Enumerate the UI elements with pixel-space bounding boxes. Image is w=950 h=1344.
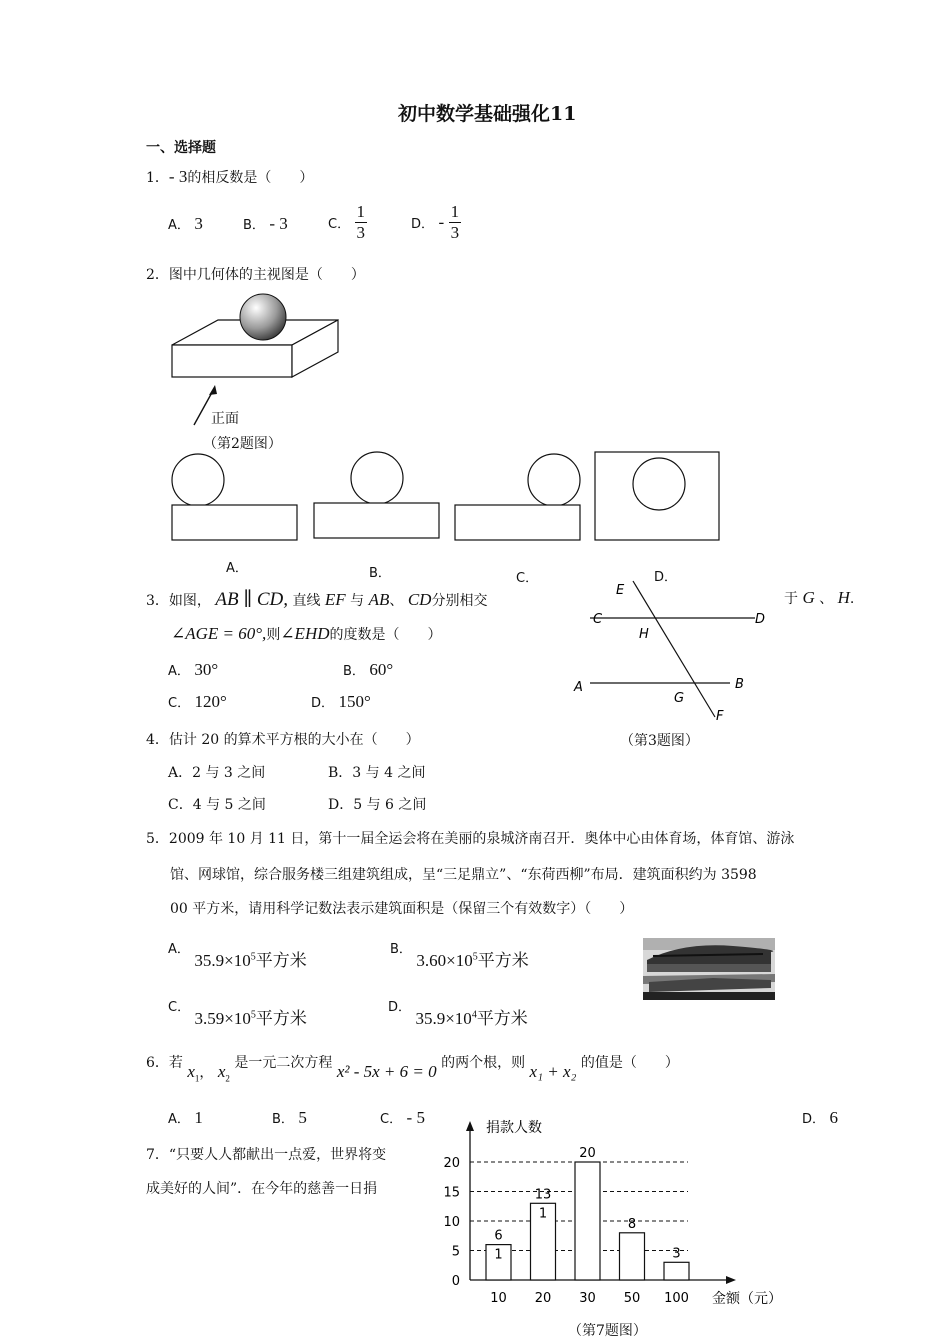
subscript: 1 (194, 1073, 200, 1084)
q1-text: 的相反数是（ ） (187, 170, 314, 186)
q2-solid-figure (160, 285, 380, 435)
stadium-photo (643, 938, 775, 1000)
q3-line-ef: EF (324, 590, 346, 609)
coefficient: 35.9×10 (194, 951, 251, 970)
q6-text: 的两个根，则 (441, 1055, 526, 1071)
q1-option-d-fraction (449, 202, 462, 243)
q7-bar-chart (440, 1115, 790, 1315)
q6-option-a-value: 1 (194, 1108, 203, 1127)
q3-point-h: H (837, 588, 850, 607)
q3-point-g: G (802, 588, 815, 607)
q3-option-b-label: B． (343, 664, 365, 679)
box-front-face (172, 345, 292, 377)
question-5-line-3: 00 平方米，请用科学记数法表示建筑面积是（保留三个有效数字）（ ） (170, 901, 634, 917)
q6-root-x2 (217, 1062, 230, 1084)
exponent: 4 (471, 1009, 477, 1021)
unit: 平方米 (255, 1009, 307, 1028)
unit: 平方米 (476, 1009, 528, 1028)
q2-option-c[interactable]: C． (516, 571, 539, 586)
chart-x-axis-arrow (726, 1276, 736, 1284)
question-5-line-1: 5．2009 年 10 月 11 日，第十一届全运会将在美丽的泉城济南召开．奥体中心由体育场，体育馆、游泳 (146, 831, 795, 847)
chart-y-axis-arrow (466, 1121, 474, 1131)
q1-option-a-value: 3 (194, 214, 203, 233)
q6-option-c-value: - 5 (406, 1108, 425, 1127)
label-e: E (616, 583, 625, 598)
subscript: 2 (225, 1073, 230, 1084)
chart-y-tick-label: 20 (443, 1156, 460, 1171)
q6-option-c[interactable] (380, 1108, 425, 1128)
chart-x-tick-label: 10 (490, 1291, 507, 1306)
q4-option-b[interactable]: B．3 与 4 之间 (328, 765, 426, 781)
q4-option-d[interactable]: D．5 与 6 之间 (328, 797, 427, 813)
chart-x-tick-label: 20 (534, 1291, 552, 1306)
fraction-numerator: 1 (450, 202, 460, 221)
fraction-numerator: 1 (356, 202, 366, 221)
q5-option-c[interactable] (168, 996, 307, 1028)
q3-option-a-label: A． (168, 664, 190, 679)
exponent: 5 (250, 1009, 256, 1021)
q6-sum-expression: x₁ + x₂ (529, 1062, 577, 1081)
q1-option-d-label: D． (411, 217, 435, 232)
q1-option-c[interactable] (328, 202, 367, 243)
q3-text: 、 (389, 593, 404, 609)
chart-y-tick-label: 5 (451, 1244, 460, 1260)
q2-option-a-figure (172, 454, 297, 540)
q3-text: 与 (350, 593, 365, 609)
question-2: 2．图中几何体的主视图是（ ） (146, 267, 365, 283)
q3-option-c-value: 120° (194, 692, 227, 711)
q2-option-a[interactable]: A． (226, 561, 248, 576)
chart-data-label: 20 (579, 1146, 596, 1161)
q3-option-b[interactable] (343, 660, 393, 680)
chart-y-tick-label: 0 (451, 1274, 460, 1289)
chart-data-label: 6 (494, 1228, 503, 1244)
q5-option-a[interactable] (168, 938, 307, 970)
q5-option-b-label: B． (390, 942, 412, 957)
q3-line-ab: AB (368, 590, 390, 609)
q6-option-d-label: D． (802, 1112, 826, 1127)
chart-x-axis-label: 金额（元） (712, 1291, 782, 1307)
q5-option-d-value (415, 1009, 527, 1028)
q3-text: 于 (784, 591, 798, 607)
q3-option-c-label: C． (168, 696, 191, 711)
chart-x-tick-label: 30 (579, 1291, 596, 1306)
q6-root-x1 (187, 1062, 200, 1084)
q2-figure-caption: （第2题图） (203, 436, 282, 452)
q6-option-d[interactable] (802, 1108, 838, 1128)
q3-parallel-expression: AB ∥ CD, (215, 589, 289, 610)
q5-option-b-value (416, 951, 528, 970)
q3-geometry-figure (565, 575, 780, 725)
q3-option-a[interactable] (168, 660, 218, 680)
fraction-denominator: 3 (450, 223, 460, 242)
q3-option-c[interactable] (168, 692, 227, 712)
question-7-line-2: 成美好的人间”．在今年的慈善一日捐 (146, 1181, 378, 1197)
chart-bar (664, 1262, 689, 1280)
chart-x-tick-label: 100 (664, 1291, 689, 1306)
q6-comma: ， (199, 1065, 214, 1081)
chart-y-tick-label: 15 (443, 1185, 460, 1201)
q6-option-d-value: 6 (829, 1108, 838, 1127)
question-4: 4．估计 20 的算术平方根的大小在（ ） (146, 732, 420, 748)
q1-option-b-label: B． (243, 218, 265, 233)
unit: 平方米 (255, 951, 307, 970)
q5-option-d[interactable] (388, 996, 528, 1028)
q5-option-a-label: A． (168, 942, 190, 957)
q7-figure-caption: （第7题图） (568, 1323, 647, 1339)
coefficient: 3.60×10 (416, 951, 473, 970)
var: x (217, 1062, 226, 1081)
q3-option-d[interactable] (311, 692, 371, 712)
chart-inner-label: 1 (538, 1206, 548, 1222)
q3-line-cd: CD (407, 590, 432, 609)
chart-data-label: 13 (534, 1187, 552, 1203)
q5-option-c-label: C． (168, 1000, 191, 1015)
q1-option-b[interactable] (243, 214, 288, 234)
q6-option-a[interactable] (168, 1108, 203, 1128)
question-5-line-2: 馆、网球馆，综合服务楼三组建筑组成，呈“三足鼎立”、“东荷西柳”布局．建筑面积约为 3598 (170, 867, 757, 883)
q6-option-b-label: B． (272, 1112, 294, 1127)
label-f: F (716, 709, 724, 724)
chart-inner-label: 1 (494, 1247, 503, 1263)
question-6 (146, 1052, 679, 1084)
q2-front-label: 正面 (211, 411, 239, 427)
coefficient: 3.59×10 (194, 1009, 251, 1028)
label-g: G (674, 691, 685, 706)
q1-option-c-fraction (355, 202, 368, 243)
q1-option-d[interactable] (411, 202, 461, 243)
q3-number: 3．如图， (146, 593, 211, 609)
q3-option-d-value: 150° (338, 692, 371, 711)
q6-option-a-label: A． (168, 1112, 190, 1127)
q1-expression: - 3 (168, 167, 188, 186)
chart-bar (620, 1233, 645, 1280)
front-arrow-head (209, 385, 217, 395)
section-heading: 一、选择题 (146, 140, 216, 156)
chart-x-tick-label: 50 (623, 1291, 641, 1306)
question-7-line-1: 7．“只要人人都献出一点爱，世界将变 (146, 1147, 387, 1163)
q2-option-figures (165, 448, 730, 548)
chart-data-label: 3 (672, 1246, 681, 1262)
chart-bar (575, 1162, 600, 1280)
sphere (240, 294, 286, 340)
q3-text: . (849, 591, 855, 607)
chart-data-label: 8 (627, 1216, 637, 1232)
q3-figure-caption: （第3题图） (620, 733, 699, 749)
q3-text: 分别相交 (431, 593, 488, 609)
q3-angle-age: ∠AGE = 60°, (171, 624, 267, 643)
label-a: A (574, 680, 583, 695)
q6-option-b-value: 5 (298, 1108, 307, 1127)
q3-text: 则 (266, 627, 281, 643)
q6-text: 是一元二次方程 (234, 1055, 333, 1071)
q5-option-d-label: D． (388, 1000, 412, 1015)
q2-option-c-figure (455, 454, 580, 540)
coefficient: 35.9×10 (415, 1009, 472, 1028)
chart-y-tick-label: 10 (443, 1215, 460, 1230)
q3-option-b-value: 60° (369, 660, 394, 679)
label-b: B (735, 677, 744, 692)
question-1 (146, 167, 313, 187)
q3-text: 的度数是（ ） (329, 627, 442, 643)
q5-option-b[interactable] (390, 938, 529, 970)
label-c: C (593, 612, 603, 627)
q5-option-c-value (195, 1009, 307, 1028)
question-3-line-2 (171, 624, 442, 644)
q6-text: 的值是（ ） (580, 1055, 679, 1071)
q5-option-a-value (194, 951, 306, 970)
label-h: H (639, 627, 649, 642)
fraction-denominator: 3 (356, 223, 366, 242)
q1-option-b-value: - 3 (269, 214, 288, 233)
q4-option-a[interactable]: A．2 与 3 之间 (168, 765, 266, 781)
q2-option-d-figure (595, 452, 719, 540)
q2-option-d[interactable]: D． (654, 570, 678, 585)
q6-option-b[interactable] (272, 1108, 307, 1128)
q1-option-a[interactable] (168, 214, 203, 234)
q3-text: 直线 (292, 593, 321, 609)
question-3-line-1 (146, 588, 487, 611)
q3-option-a-value: 30° (194, 660, 219, 679)
var: x (187, 1062, 195, 1081)
q3-text: 、 (819, 591, 834, 607)
exponent: 5 (472, 951, 478, 963)
q1-option-a-label: A． (168, 218, 190, 233)
q3-angle-ehd: ∠EHD (280, 624, 330, 643)
question-3-line-1-end (784, 588, 854, 608)
unit: 平方米 (477, 951, 529, 970)
q2-option-b-figure (314, 452, 439, 538)
q6-equation: x² - 5x + 6 = 0 (336, 1062, 437, 1081)
q1-option-c-label: C． (328, 217, 351, 232)
q6-option-c-label: C． (380, 1112, 403, 1127)
label-d: D (755, 612, 766, 627)
q1-number: 1． (146, 170, 169, 186)
exponent: 5 (250, 951, 256, 963)
page-title: 初中数学基础强化11 (398, 103, 577, 125)
q4-option-c[interactable]: C．4 与 5 之间 (168, 797, 266, 813)
chart-y-axis-label: 捐款人数 (486, 1120, 542, 1136)
q6-number: 6．若 (146, 1055, 183, 1071)
q1-option-d-sign: - (438, 212, 445, 232)
q3-option-d-label: D． (311, 696, 335, 711)
q2-option-b[interactable]: B． (369, 566, 391, 581)
